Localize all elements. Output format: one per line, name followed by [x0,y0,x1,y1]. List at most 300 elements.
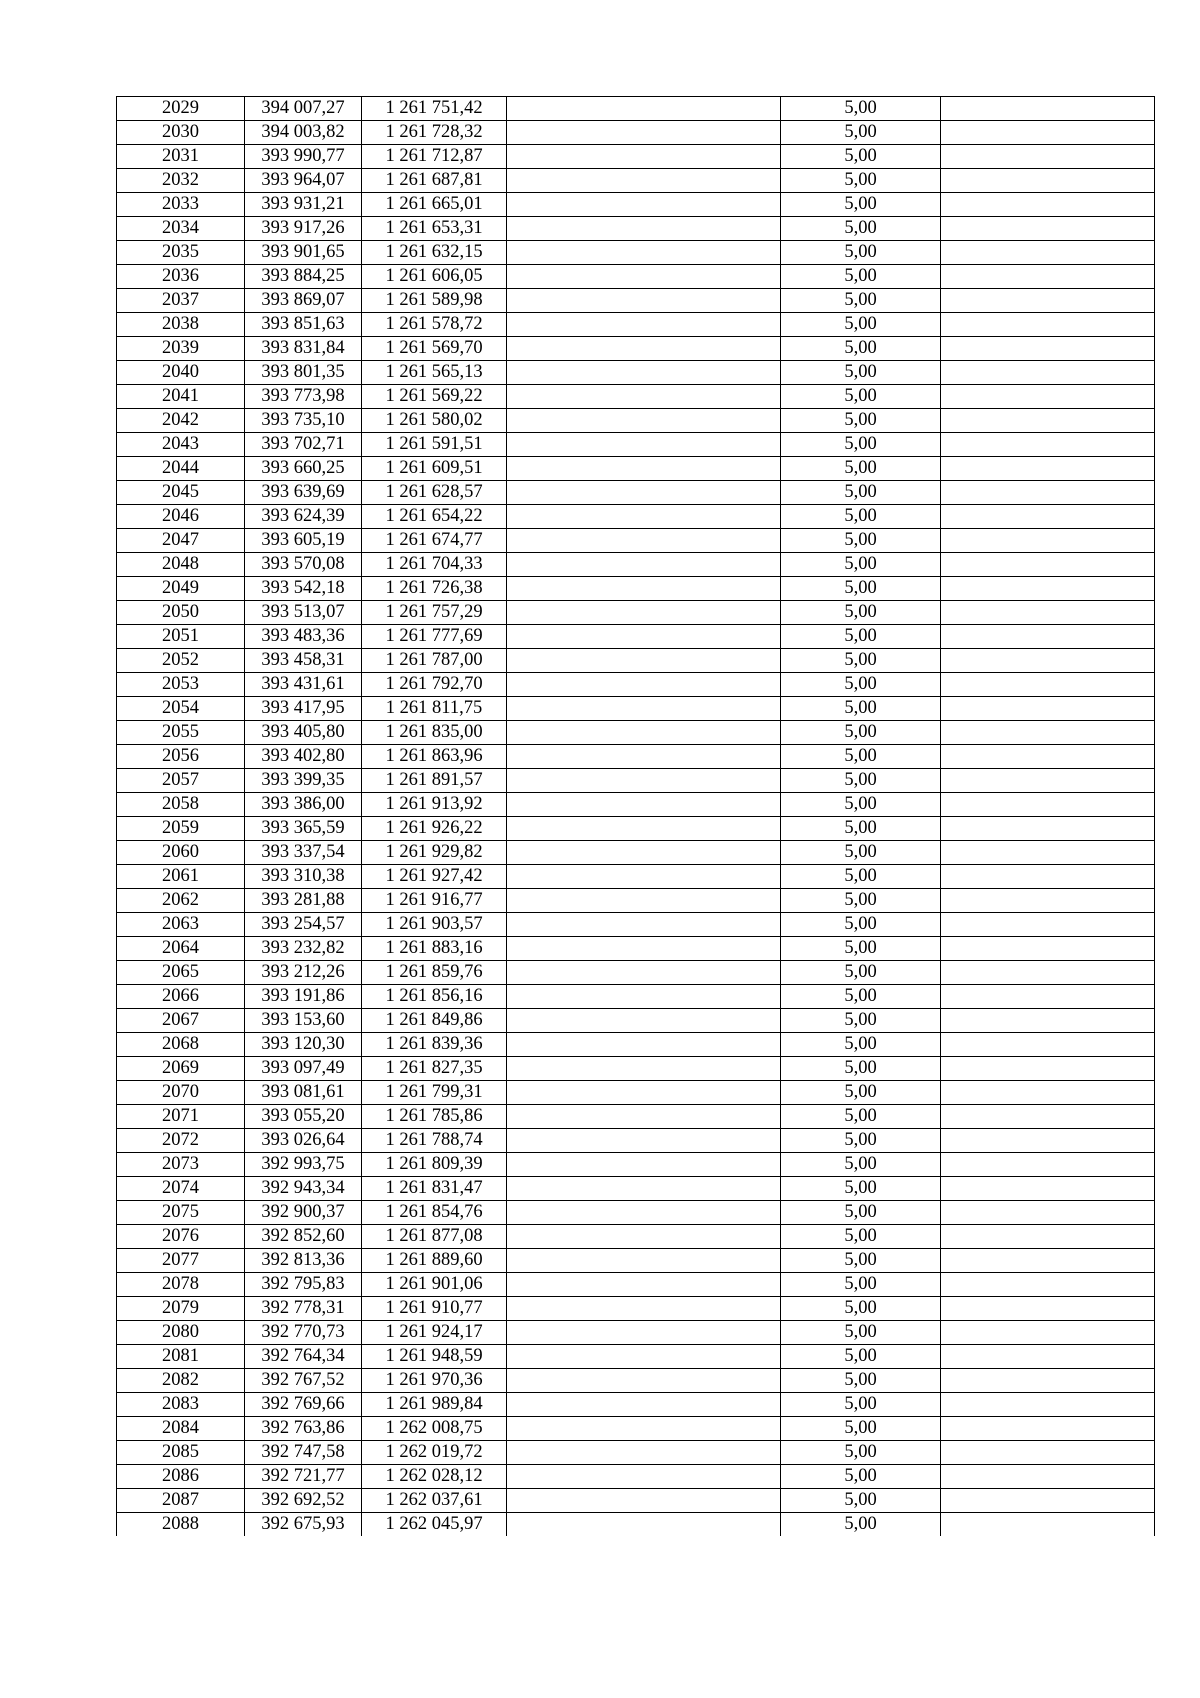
value-cell: 5,00 [781,457,941,481]
x-coordinate-cell: 393 026,64 [245,1129,362,1153]
point-number-cell: 2044 [117,457,245,481]
value-cell: 5,00 [781,145,941,169]
value-cell: 5,00 [781,121,941,145]
blank-cell [941,1417,1155,1441]
point-number-cell: 2034 [117,217,245,241]
blank-cell [941,841,1155,865]
y-coordinate-cell: 1 261 924,17 [362,1321,507,1345]
value-cell: 5,00 [781,433,941,457]
table-row [117,1009,1155,1033]
table-row [117,1393,1155,1417]
blank-cell [941,1345,1155,1369]
y-coordinate-cell: 1 261 653,31 [362,217,507,241]
blank-cell [941,817,1155,841]
table-row [117,265,1155,289]
x-coordinate-cell: 392 993,75 [245,1153,362,1177]
table-row [117,553,1155,577]
empty-cell [507,265,781,289]
table-row [117,529,1155,553]
blank-cell [941,217,1155,241]
y-coordinate-cell: 1 261 628,57 [362,481,507,505]
x-coordinate-cell: 393 458,31 [245,649,362,673]
blank-cell [941,1273,1155,1297]
point-number-cell: 2058 [117,793,245,817]
y-coordinate-cell: 1 261 809,39 [362,1153,507,1177]
x-coordinate-cell: 393 513,07 [245,601,362,625]
blank-cell [941,265,1155,289]
empty-cell [507,625,781,649]
value-cell: 5,00 [781,481,941,505]
table-row [117,1417,1155,1441]
value-cell: 5,00 [781,577,941,601]
blank-cell [941,745,1155,769]
table-row [117,313,1155,337]
point-number-cell: 2066 [117,985,245,1009]
x-coordinate-cell: 392 769,66 [245,1393,362,1417]
y-coordinate-cell: 1 261 787,00 [362,649,507,673]
x-coordinate-cell: 394 007,27 [245,97,362,121]
empty-cell [507,841,781,865]
x-coordinate-cell: 393 570,08 [245,553,362,577]
y-coordinate-cell: 1 261 839,36 [362,1033,507,1057]
blank-cell [941,1249,1155,1273]
empty-cell [507,121,781,145]
y-coordinate-cell: 1 261 728,32 [362,121,507,145]
table-row [117,145,1155,169]
point-number-cell: 2036 [117,265,245,289]
value-cell: 5,00 [781,1273,941,1297]
table-row [117,1129,1155,1153]
value-cell: 5,00 [781,337,941,361]
value-cell: 5,00 [781,673,941,697]
point-number-cell: 2073 [117,1153,245,1177]
empty-cell [507,793,781,817]
empty-cell [507,673,781,697]
point-number-cell: 2080 [117,1321,245,1345]
empty-cell [507,1105,781,1129]
x-coordinate-cell: 393 702,71 [245,433,362,457]
empty-cell [507,457,781,481]
point-number-cell: 2067 [117,1009,245,1033]
y-coordinate-cell: 1 261 674,77 [362,529,507,553]
x-coordinate-cell: 393 869,07 [245,289,362,313]
point-number-cell: 2061 [117,865,245,889]
blank-cell [941,985,1155,1009]
x-coordinate-cell: 393 639,69 [245,481,362,505]
point-number-cell: 2051 [117,625,245,649]
empty-cell [507,1177,781,1201]
x-coordinate-cell: 393 735,10 [245,409,362,433]
blank-cell [941,649,1155,673]
value-cell: 5,00 [781,505,941,529]
blank-cell [941,1513,1155,1537]
x-coordinate-cell: 393 232,82 [245,937,362,961]
y-coordinate-cell: 1 261 687,81 [362,169,507,193]
table-row [117,817,1155,841]
blank-cell [941,577,1155,601]
value-cell: 5,00 [781,1057,941,1081]
value-cell: 5,00 [781,865,941,889]
value-cell: 5,00 [781,361,941,385]
table-row [117,697,1155,721]
empty-cell [507,409,781,433]
blank-cell [941,1369,1155,1393]
x-coordinate-cell: 392 770,73 [245,1321,362,1345]
value-cell: 5,00 [781,1297,941,1321]
value-cell: 5,00 [781,1201,941,1225]
point-number-cell: 2035 [117,241,245,265]
x-coordinate-cell: 393 120,30 [245,1033,362,1057]
point-number-cell: 2029 [117,97,245,121]
table-row [117,1465,1155,1489]
empty-cell [507,169,781,193]
empty-cell [507,1297,781,1321]
empty-cell [507,1441,781,1465]
value-cell: 5,00 [781,193,941,217]
table-row [117,1321,1155,1345]
empty-cell [507,985,781,1009]
empty-cell [507,961,781,985]
point-number-cell: 2084 [117,1417,245,1441]
y-coordinate-cell: 1 261 989,84 [362,1393,507,1417]
x-coordinate-cell: 394 003,82 [245,121,362,145]
y-coordinate-cell: 1 262 037,61 [362,1489,507,1513]
x-coordinate-cell: 393 310,38 [245,865,362,889]
empty-cell [507,553,781,577]
point-number-cell: 2045 [117,481,245,505]
y-coordinate-cell: 1 261 927,42 [362,865,507,889]
x-coordinate-cell: 393 417,95 [245,697,362,721]
value-cell: 5,00 [781,265,941,289]
value-cell: 5,00 [781,841,941,865]
x-coordinate-cell: 393 405,80 [245,721,362,745]
y-coordinate-cell: 1 261 877,08 [362,1225,507,1249]
blank-cell [941,1033,1155,1057]
x-coordinate-cell: 393 884,25 [245,265,362,289]
blank-cell [941,481,1155,505]
value-cell: 5,00 [781,169,941,193]
y-coordinate-cell: 1 261 606,05 [362,265,507,289]
value-cell: 5,00 [781,1489,941,1513]
point-number-cell: 2060 [117,841,245,865]
table-row [117,1105,1155,1129]
table-row [117,649,1155,673]
table-row [117,985,1155,1009]
blank-cell [941,1153,1155,1177]
x-coordinate-cell: 393 801,35 [245,361,362,385]
table-row [117,865,1155,889]
empty-cell [507,1513,781,1537]
x-coordinate-cell: 393 990,77 [245,145,362,169]
value-cell: 5,00 [781,1033,941,1057]
blank-cell [941,1081,1155,1105]
blank-cell [941,1297,1155,1321]
y-coordinate-cell: 1 261 910,77 [362,1297,507,1321]
y-coordinate-cell: 1 261 704,33 [362,553,507,577]
y-coordinate-cell: 1 261 811,75 [362,697,507,721]
x-coordinate-cell: 393 399,35 [245,769,362,793]
blank-cell [941,1489,1155,1513]
y-coordinate-cell: 1 261 903,57 [362,913,507,937]
x-coordinate-cell: 393 431,61 [245,673,362,697]
value-cell: 5,00 [781,625,941,649]
point-number-cell: 2063 [117,913,245,937]
table-row [117,457,1155,481]
value-cell: 5,00 [781,1345,941,1369]
x-coordinate-cell: 393 097,49 [245,1057,362,1081]
empty-cell [507,649,781,673]
y-coordinate-cell: 1 261 632,15 [362,241,507,265]
x-coordinate-cell: 393 624,39 [245,505,362,529]
empty-cell [507,1081,781,1105]
point-number-cell: 2062 [117,889,245,913]
blank-cell [941,97,1155,121]
point-number-cell: 2038 [117,313,245,337]
value-cell: 5,00 [781,1129,941,1153]
value-cell: 5,00 [781,241,941,265]
empty-cell [507,1057,781,1081]
x-coordinate-cell: 393 605,19 [245,529,362,553]
x-coordinate-cell: 393 386,00 [245,793,362,817]
point-number-cell: 2056 [117,745,245,769]
x-coordinate-cell: 392 778,31 [245,1297,362,1321]
x-coordinate-cell: 393 281,88 [245,889,362,913]
table-row [117,1225,1155,1249]
empty-cell [507,577,781,601]
empty-cell [507,145,781,169]
y-coordinate-cell: 1 261 589,98 [362,289,507,313]
y-coordinate-cell: 1 261 799,31 [362,1081,507,1105]
blank-cell [941,169,1155,193]
table-row [117,961,1155,985]
point-number-cell: 2071 [117,1105,245,1129]
table-row [117,793,1155,817]
value-cell: 5,00 [781,529,941,553]
value-cell: 5,00 [781,697,941,721]
point-number-cell: 2030 [117,121,245,145]
table-row [117,1513,1155,1537]
empty-cell [507,481,781,505]
value-cell: 5,00 [781,1153,941,1177]
empty-cell [507,1321,781,1345]
blank-cell [941,241,1155,265]
value-cell: 5,00 [781,1225,941,1249]
point-number-cell: 2069 [117,1057,245,1081]
value-cell: 5,00 [781,817,941,841]
y-coordinate-cell: 1 261 970,36 [362,1369,507,1393]
empty-cell [507,1033,781,1057]
y-coordinate-cell: 1 261 785,86 [362,1105,507,1129]
value-cell: 5,00 [781,313,941,337]
point-number-cell: 2055 [117,721,245,745]
value-cell: 5,00 [781,1177,941,1201]
x-coordinate-cell: 393 254,57 [245,913,362,937]
blank-cell [941,889,1155,913]
value-cell: 5,00 [781,289,941,313]
y-coordinate-cell: 1 261 901,06 [362,1273,507,1297]
x-coordinate-cell: 392 795,83 [245,1273,362,1297]
value-cell: 5,00 [781,721,941,745]
point-number-cell: 2086 [117,1465,245,1489]
x-coordinate-cell: 393 851,63 [245,313,362,337]
table-row [117,721,1155,745]
point-number-cell: 2059 [117,817,245,841]
point-number-cell: 2046 [117,505,245,529]
table-row [117,1177,1155,1201]
value-cell: 5,00 [781,937,941,961]
empty-cell [507,1201,781,1225]
table-row [117,1273,1155,1297]
table-row [117,1297,1155,1321]
point-number-cell: 2050 [117,601,245,625]
empty-cell [507,241,781,265]
value-cell: 5,00 [781,1393,941,1417]
y-coordinate-cell: 1 261 883,16 [362,937,507,961]
point-number-cell: 2039 [117,337,245,361]
empty-cell [507,1273,781,1297]
blank-cell [941,313,1155,337]
table-row [117,121,1155,145]
point-number-cell: 2041 [117,385,245,409]
blank-cell [941,673,1155,697]
value-cell: 5,00 [781,553,941,577]
blank-cell [941,505,1155,529]
empty-cell [507,1225,781,1249]
y-coordinate-cell: 1 261 948,59 [362,1345,507,1369]
point-number-cell: 2088 [117,1513,245,1537]
x-coordinate-cell: 393 773,98 [245,385,362,409]
point-number-cell: 2075 [117,1201,245,1225]
y-coordinate-cell: 1 261 726,38 [362,577,507,601]
x-coordinate-cell: 393 365,59 [245,817,362,841]
empty-cell [507,97,781,121]
empty-cell [507,889,781,913]
blank-cell [941,1465,1155,1489]
empty-cell [507,721,781,745]
empty-cell [507,1465,781,1489]
point-number-cell: 2072 [117,1129,245,1153]
point-number-cell: 2031 [117,145,245,169]
point-number-cell: 2082 [117,1369,245,1393]
y-coordinate-cell: 1 261 856,16 [362,985,507,1009]
y-coordinate-cell: 1 261 859,76 [362,961,507,985]
y-coordinate-cell: 1 261 926,22 [362,817,507,841]
table-row [117,1489,1155,1513]
point-number-cell: 2049 [117,577,245,601]
x-coordinate-cell: 393 660,25 [245,457,362,481]
table-row [117,505,1155,529]
value-cell: 5,00 [781,409,941,433]
x-coordinate-cell: 392 813,36 [245,1249,362,1273]
table-row [117,289,1155,313]
table-row [117,1441,1155,1465]
table-row [117,601,1155,625]
point-number-cell: 2043 [117,433,245,457]
value-cell: 5,00 [781,1465,941,1489]
table-row [117,361,1155,385]
y-coordinate-cell: 1 262 045,97 [362,1513,507,1537]
blank-cell [941,1225,1155,1249]
y-coordinate-cell: 1 261 665,01 [362,193,507,217]
point-number-cell: 2037 [117,289,245,313]
table-row [117,1033,1155,1057]
y-coordinate-cell: 1 261 777,69 [362,625,507,649]
y-coordinate-cell: 1 261 751,42 [362,97,507,121]
point-number-cell: 2033 [117,193,245,217]
empty-cell [507,337,781,361]
y-coordinate-cell: 1 261 792,70 [362,673,507,697]
y-coordinate-cell: 1 261 609,51 [362,457,507,481]
point-number-cell: 2077 [117,1249,245,1273]
blank-cell [941,793,1155,817]
y-coordinate-cell: 1 261 913,92 [362,793,507,817]
y-coordinate-cell: 1 261 712,87 [362,145,507,169]
empty-cell [507,817,781,841]
y-coordinate-cell: 1 261 889,60 [362,1249,507,1273]
y-coordinate-cell: 1 261 891,57 [362,769,507,793]
table-row [117,577,1155,601]
x-coordinate-cell: 392 721,77 [245,1465,362,1489]
x-coordinate-cell: 392 675,93 [245,1513,362,1537]
table-row [117,745,1155,769]
empty-cell [507,601,781,625]
table-row [117,1057,1155,1081]
point-number-cell: 2074 [117,1177,245,1201]
value-cell: 5,00 [781,769,941,793]
y-coordinate-cell: 1 261 863,96 [362,745,507,769]
y-coordinate-cell: 1 262 008,75 [362,1417,507,1441]
table-row [117,889,1155,913]
empty-cell [507,289,781,313]
value-cell: 5,00 [781,97,941,121]
point-number-cell: 2052 [117,649,245,673]
blank-cell [941,385,1155,409]
empty-cell [507,1393,781,1417]
point-number-cell: 2081 [117,1345,245,1369]
blank-cell [941,1105,1155,1129]
blank-cell [941,1201,1155,1225]
value-cell: 5,00 [781,913,941,937]
table-row [117,217,1155,241]
blank-cell [941,409,1155,433]
point-number-cell: 2065 [117,961,245,985]
y-coordinate-cell: 1 261 916,77 [362,889,507,913]
blank-cell [941,193,1155,217]
y-coordinate-cell: 1 262 028,12 [362,1465,507,1489]
table-row [117,673,1155,697]
value-cell: 5,00 [781,1441,941,1465]
x-coordinate-cell: 392 764,34 [245,1345,362,1369]
empty-cell [507,1489,781,1513]
value-cell: 5,00 [781,601,941,625]
value-cell: 5,00 [781,1009,941,1033]
point-number-cell: 2040 [117,361,245,385]
value-cell: 5,00 [781,745,941,769]
empty-cell [507,937,781,961]
point-number-cell: 2070 [117,1081,245,1105]
y-coordinate-cell: 1 261 569,22 [362,385,507,409]
point-number-cell: 2042 [117,409,245,433]
value-cell: 5,00 [781,1105,941,1129]
blank-cell [941,913,1155,937]
empty-cell [507,913,781,937]
table-row [117,625,1155,649]
point-number-cell: 2079 [117,1297,245,1321]
x-coordinate-cell: 393 831,84 [245,337,362,361]
point-number-cell: 2053 [117,673,245,697]
value-cell: 5,00 [781,985,941,1009]
x-coordinate-cell: 392 692,52 [245,1489,362,1513]
